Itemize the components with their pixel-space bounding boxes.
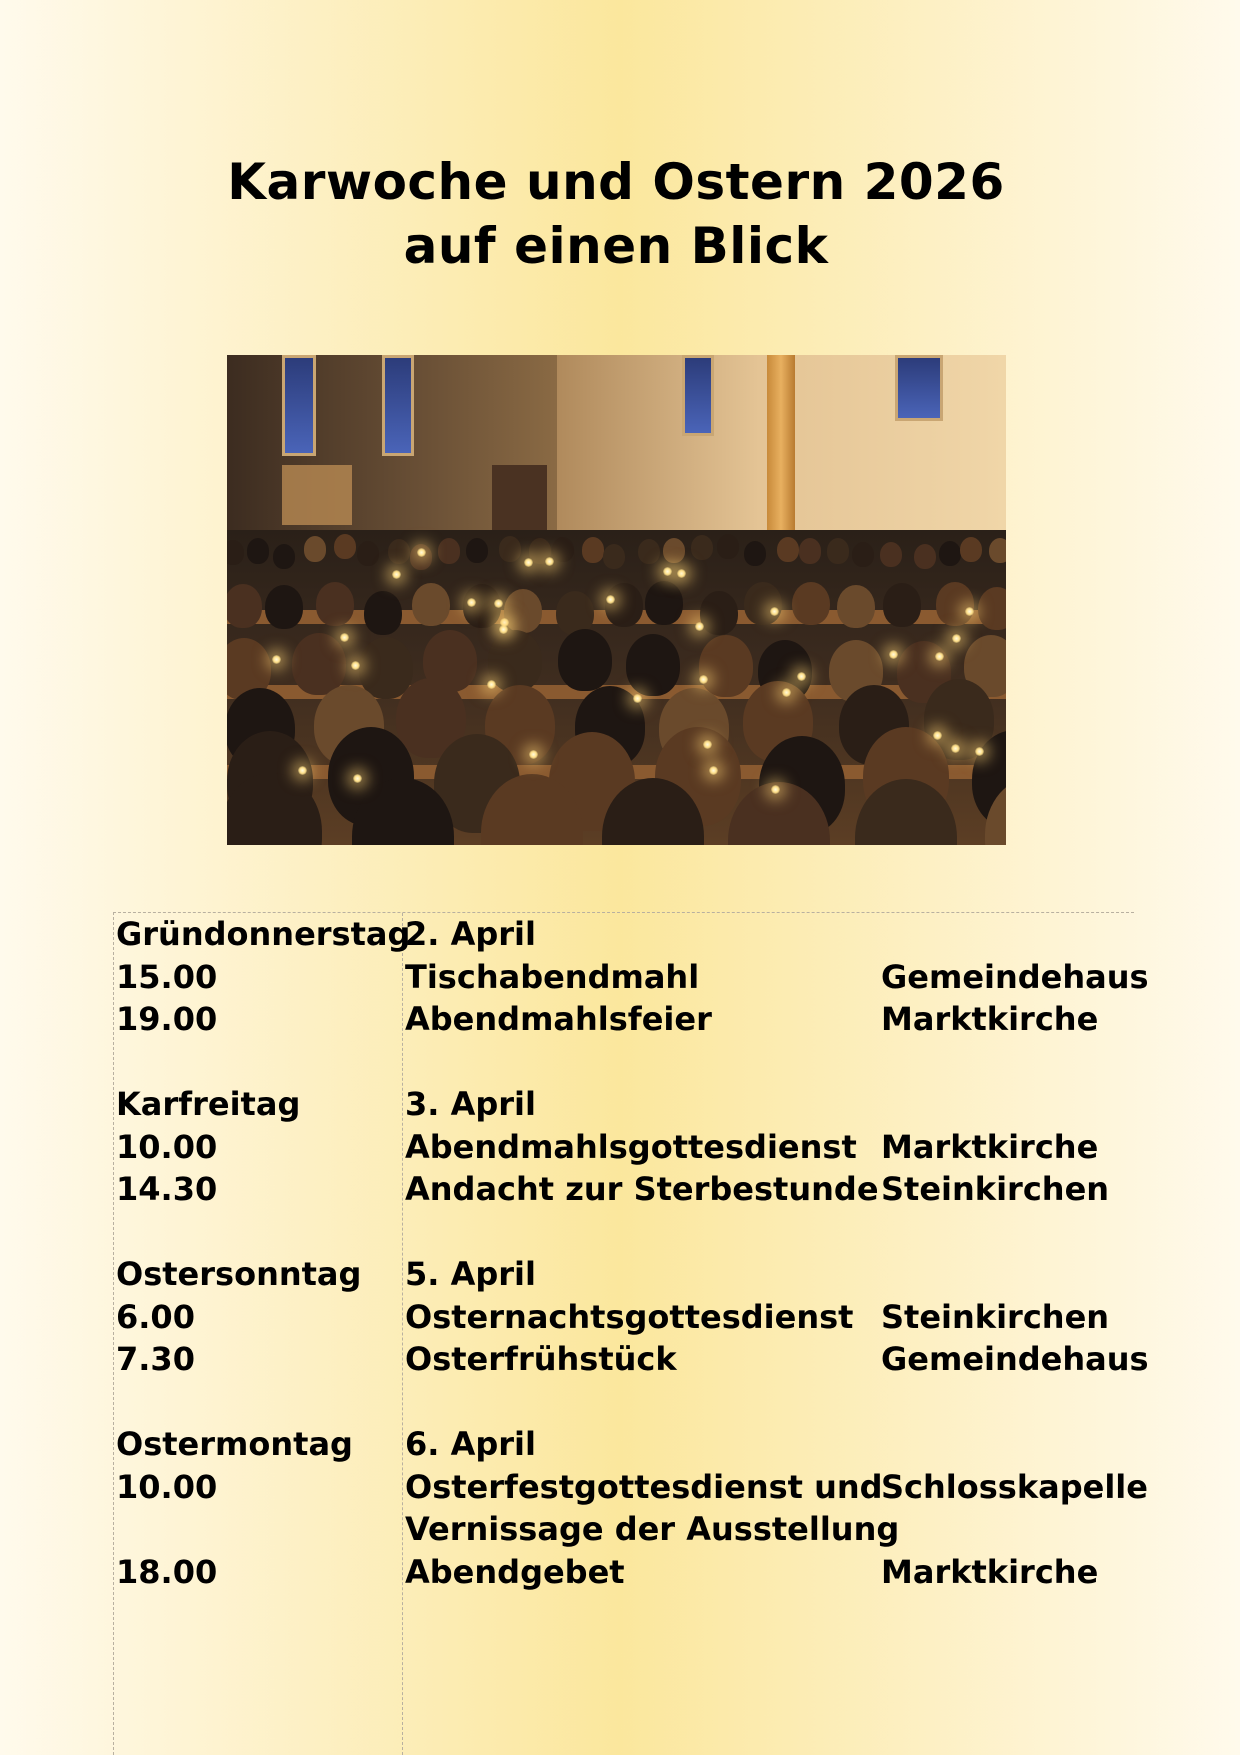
event-title: Abendgebet — [405, 1552, 625, 1591]
event-time: 15.00 — [116, 957, 218, 996]
photo-person — [334, 534, 356, 559]
event-place: Marktkirche — [881, 1000, 1099, 1038]
photo-window — [282, 355, 316, 456]
title-line-1: Karwoche und Ostern 2026 — [227, 153, 1005, 211]
event-title: Abendmahlsfeier — [405, 1000, 712, 1038]
event-time: 7.30 — [116, 1340, 195, 1378]
schedule-table — [113, 912, 1149, 1755]
photo-person — [357, 541, 379, 566]
day-name: Karfreitag — [116, 1085, 301, 1123]
photo-person — [499, 536, 521, 561]
event-time: 6.00 — [116, 1297, 195, 1336]
photo-person — [504, 589, 542, 633]
event-row — [114, 1551, 1134, 1593]
event-row — [114, 1466, 1148, 1508]
day-name: Ostersonntag — [116, 1255, 362, 1293]
day-header-row — [114, 913, 1134, 955]
photo-candle — [340, 633, 349, 642]
photo-person — [691, 535, 713, 560]
photo-person — [960, 537, 982, 562]
photo-candle — [606, 595, 615, 604]
day-date: 3. April — [405, 1085, 536, 1123]
photo-candle — [951, 744, 960, 753]
photo-person — [777, 537, 799, 562]
photo-person — [744, 582, 782, 626]
photo-candle — [633, 694, 642, 703]
photo-person — [880, 542, 902, 567]
photo-person — [247, 538, 269, 563]
day-header-row — [114, 1083, 1134, 1125]
photo-person — [663, 538, 685, 563]
event-place: Gemeindehaus — [881, 957, 1149, 996]
photo-person — [388, 539, 410, 564]
photo-person — [827, 538, 849, 563]
photo-person — [852, 542, 874, 567]
photo-window — [382, 355, 414, 456]
church-photo — [227, 355, 1006, 845]
event-place: Marktkirche — [881, 1127, 1099, 1166]
event-title: Osternachtsgottesdienst — [405, 1297, 854, 1336]
photo-candle — [935, 652, 944, 661]
event-title: Vernissage der Ausstellung — [405, 1510, 900, 1548]
photo-person — [558, 629, 612, 691]
photo-person — [438, 538, 460, 563]
event-row — [114, 998, 1134, 1040]
photo-person — [744, 541, 766, 566]
photo-person — [582, 537, 604, 562]
event-time: 10.00 — [116, 1467, 218, 1506]
day-date: 6. April — [405, 1425, 536, 1463]
day-name: Gründonnerstag — [116, 915, 411, 953]
photo-person — [626, 634, 680, 696]
photo-candle — [965, 607, 974, 616]
photo-candle — [933, 731, 942, 740]
event-title: Tischabendmahl — [405, 957, 700, 996]
photo-person — [638, 539, 660, 564]
event-place: Gemeindehaus — [881, 1340, 1149, 1378]
title-line-2: auf einen Blick — [403, 217, 829, 275]
photo-altar — [282, 465, 352, 525]
event-title: Andacht zur Sterbestunde — [405, 1170, 879, 1208]
event-place: Schlosskapelle — [881, 1467, 1148, 1506]
photo-person — [304, 536, 326, 561]
photo-person — [799, 538, 821, 563]
event-row — [114, 956, 1149, 998]
photo-person — [936, 582, 974, 626]
photo-candle — [709, 766, 718, 775]
photo-candle — [770, 607, 779, 616]
photo-candle — [771, 785, 780, 794]
photo-person — [699, 635, 753, 697]
day-header-row — [114, 1423, 1134, 1465]
photo-person — [605, 583, 643, 627]
day-name: Ostermontag — [116, 1425, 353, 1463]
event-time: 14.30 — [116, 1170, 218, 1208]
event-row — [114, 1296, 1134, 1338]
page-title — [0, 150, 1232, 278]
event-time: 18.00 — [116, 1552, 218, 1591]
event-place: Steinkirchen — [881, 1297, 1110, 1336]
photo-person — [792, 582, 830, 626]
photo-candle — [298, 766, 307, 775]
photo-person — [552, 537, 574, 562]
photo-person — [364, 591, 402, 635]
photo-person — [883, 583, 921, 627]
photo-person — [939, 541, 961, 566]
photo-person — [914, 544, 936, 569]
event-row — [114, 1126, 1134, 1168]
photo-person — [717, 534, 739, 559]
photo-pulpit — [492, 465, 547, 540]
day-date: 2. April — [405, 915, 536, 953]
photo-candle — [524, 558, 533, 567]
photo-candle — [889, 650, 898, 659]
photo-candle — [392, 570, 401, 579]
photo-person — [603, 544, 625, 569]
event-place: Marktkirche — [881, 1552, 1099, 1591]
photo-candle — [975, 747, 984, 756]
event-title: Abendmahlsgottesdienst — [405, 1127, 857, 1166]
photo-person — [989, 538, 1006, 563]
event-row — [114, 1168, 1134, 1210]
photo-person — [837, 585, 875, 629]
photo-person — [265, 585, 303, 629]
photo-candle — [529, 750, 538, 759]
event-time: 10.00 — [116, 1127, 218, 1166]
photo-candle — [797, 672, 806, 681]
photo-window — [895, 355, 943, 421]
event-title: Osterfrühstück — [405, 1340, 677, 1378]
photo-person — [700, 591, 738, 635]
photo-person — [466, 538, 488, 563]
photo-candle — [487, 680, 496, 689]
photo-window — [682, 355, 714, 436]
photo-person — [227, 540, 244, 565]
photo-person — [227, 584, 262, 628]
event-row — [114, 1338, 1149, 1380]
event-title: Osterfestgottesdienst und — [405, 1467, 883, 1506]
event-time: 19.00 — [116, 1000, 218, 1038]
photo-person — [273, 544, 295, 569]
photo-person — [488, 630, 542, 692]
event-row — [114, 1508, 1134, 1550]
photo-person — [316, 582, 354, 626]
photo-person — [978, 587, 1006, 631]
photo-person — [645, 581, 683, 625]
event-place: Steinkirchen — [881, 1170, 1110, 1208]
photo-candle — [467, 598, 476, 607]
photo-candle — [695, 622, 704, 631]
day-header-row — [114, 1253, 1134, 1295]
photo-person — [412, 583, 450, 627]
photo-candle — [351, 661, 360, 670]
day-date: 5. April — [405, 1255, 536, 1293]
